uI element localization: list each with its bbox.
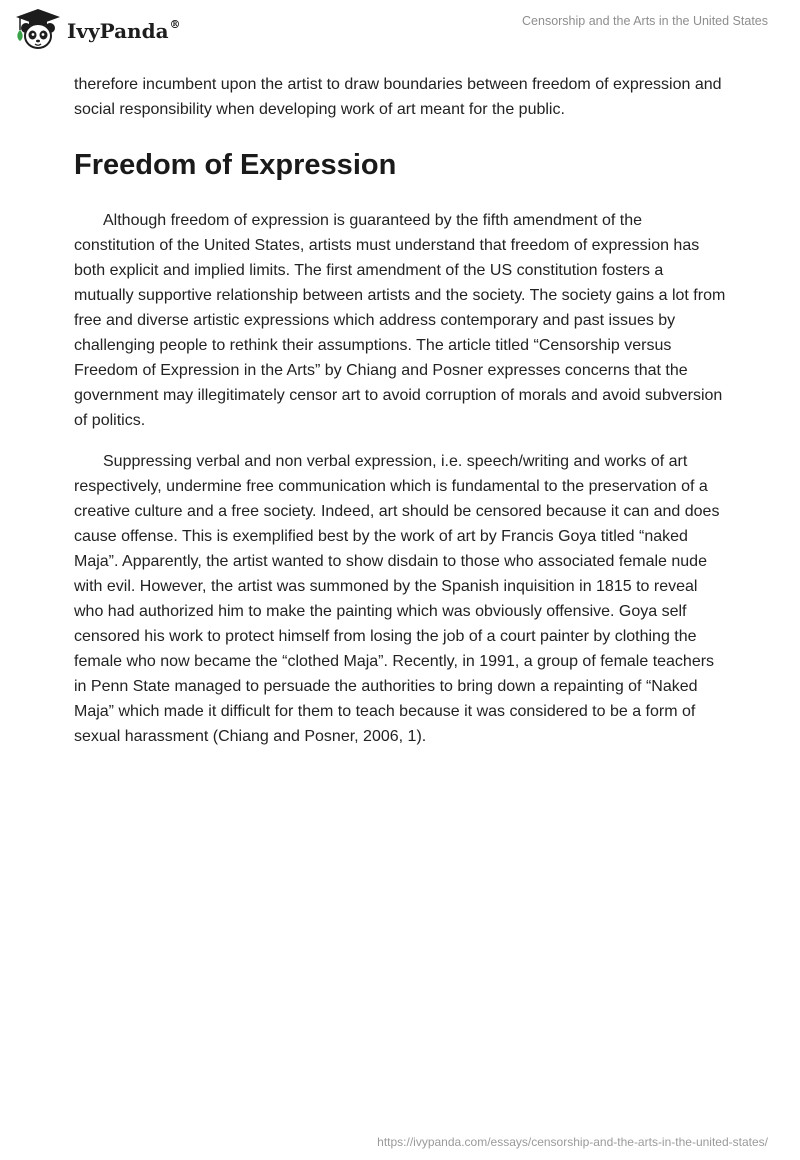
source-url[interactable]: https://ivypanda.com/essays/censorship-and-the-arts-in-the-united-states/ [377,1135,768,1149]
body-paragraph-1: Although freedom of expression is guaranteed by the fifth amendment of the constitution of the United States, artists must understand that freedom of expression has both explicit and implied limits. The first amendment of the US constitution fosters a mutually supportive relationship between artists and the society. The society gains a lot from free and diverse artistic expressions which address contemporary and past issues by challenging people to rethink their assumptions. The article titled “Censorship versus Freedom of Expression in the Arts” by Chiang and Posner expresses concerns that the government may illegitimately censor art to avoid corruption of morals and avoid subversion of politics. [74,212,726,429]
registered-mark: ® [169,18,181,32]
running-title: Censorship and the Arts in the United States [522,14,768,28]
section-heading: Freedom of Expression [74,149,397,181]
body-paragraph-2: Suppressing verbal and non verbal expression, i.e. speech/writing and works of art respectively, undermine free communication which is fundamental to the preservation of a creative culture and a free society. Indeed, art should be censored because it can and does cause offense. This is exemplified best by the work of art by Francis Goya titled “naked Maja”. Apparently, the artist wanted to show disdain to those who associated female nude with evil. However, the artist was summoned by the Spanish inquisition in 1815 to reveal who had authorized him to make the painting which was obviously offensive. Goya self censored his work to protect himself from losing the job of a court painter by clothing the female who now became the “clothed Maja”. Recently, in 1991, a group of female teachers in Penn State managed to persuade the authorities to bring down a repainting of “Naked Maja” which made it difficult for them to teach because it was considered to be a form of sexual harassment (Chiang and Posner, 2006, 1). [74,453,720,745]
intro-paragraph: therefore incumbent upon the artist to draw boundaries between freedom of expression and social responsibility when developing work of art meant for the public. [74,76,722,118]
essay-content [74,72,726,749]
ivypanda-logo[interactable] [14,8,181,50]
page-header [0,0,800,62]
paragraph-gap [74,433,726,449]
brand-name: IvyPanda® [67,18,181,43]
panda-graduate-icon [14,8,62,50]
